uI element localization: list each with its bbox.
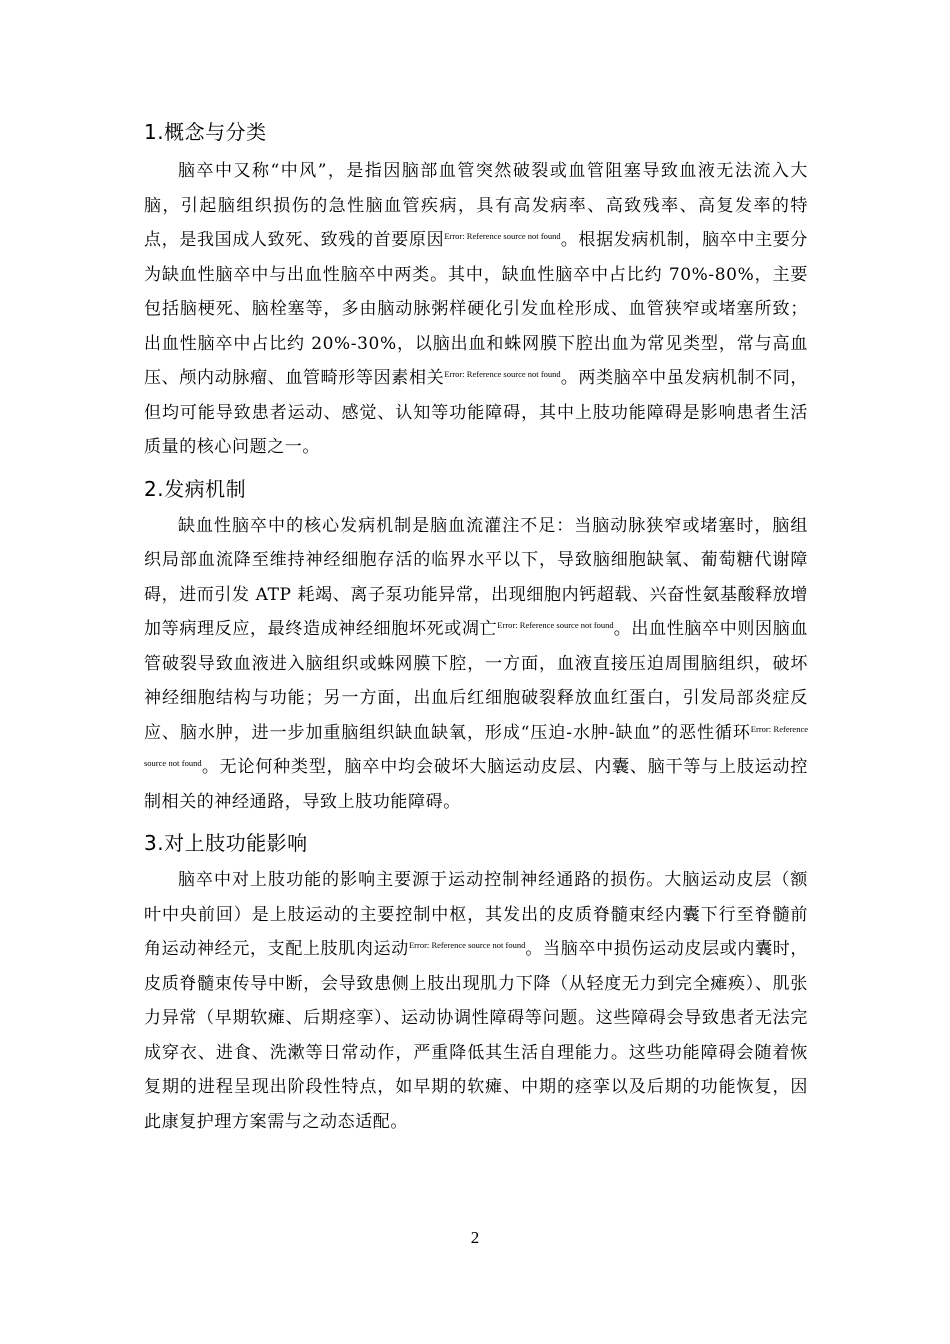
section-paragraph-upper-limb [144, 863, 808, 1139]
reference-error-marker: Error: Reference source not found [144, 723, 809, 768]
paragraph-text: 。出血性脑卒中则因脑血管破裂导致血液进入脑组织或蛛网膜下腔，一方面，血液直接压迫周围脑组织，破坏神经细胞结构与功能；另一方面，出血后红细胞破裂释放血红蛋白，引发局部炎症反应、脑水肿，进一步加重脑组织缺血缺氧，形成“压迫-水肿-缺血”的恶性循环 [144, 619, 808, 743]
reference-error-marker: Error: Reference source not found [497, 620, 614, 630]
reference-error-marker: Error: Reference source not found [444, 231, 561, 241]
paragraph-text: 脑卒中对上肢功能的影响主要源于运动控制神经通路的损伤。大脑运动皮层（额叶中央前回）是上肢运动的主要控制中枢，其发出的皮质脊髓束经内囊下行至脊髓前角运动神经元，支配上肢肌肉运动 [144, 870, 808, 959]
paragraph-text: 。根据发病机制，脑卒中主要分为缺血性脑卒中与出血性脑卒中两类。其中，缺血性脑卒中占比约 70%-80%，主要包括脑梗死、脑栓塞等，多由脑动脉粥样硬化引发血栓形成、血管狭窄或堵塞所致；出血性脑卒中占比约 20%-30%，以脑出血和蛛网膜下腔出血为常见类型，常与高血压、颅内动脉瘤、血管畸形等因素相关 [144, 230, 808, 388]
reference-error-marker: Error: Reference source not found [444, 369, 561, 379]
page-number: 2 [470, 1228, 480, 1247]
section-paragraph-pathogenesis [144, 509, 808, 820]
paragraph-text: 脑卒中又称“中风”，是指因脑部血管突然破裂或血管阻塞导致血液无法流入大脑，引起脑组织损伤的急性脑血管疾病，具有高发病率、高致残率、高复发率的特点，是我国成人致死、致残的首要原因 [144, 161, 808, 250]
section-heading-concept: 1.概念与分类 [144, 120, 267, 144]
section-heading-upper-limb: 3.对上肢功能影响 [144, 831, 308, 855]
section-paragraph-concept [144, 154, 808, 465]
document-page [144, 112, 808, 1139]
paragraph-text: 。当脑卒中损伤运动皮层或内囊时，皮质脊髓束传导中断，会导致患侧上肢出现肌力下降（从轻度无力到完全瘫痪）、肌张力异常（早期软瘫、后期痉挛）、运动协调性障碍等问题。这些障碍会导致患者无法完成穿衣、进食、洗漱等日常动作，严重降低其生活自理能力。这些功能障碍会随着恢复期的进程呈现出阶段性特点，如早期的软瘫、中期的痉挛以及后期的功能恢复，因此康复护理方案需与之动态适配。 [144, 939, 808, 1132]
paragraph-text: 缺血性脑卒中的核心发病机制是脑血流灌注不足：当脑动脉狭窄或堵塞时，脑组织局部血流降至维持神经细胞存活的临界水平以下，导致脑细胞缺氧、葡萄糖代谢障碍，进而引发 ATP 耗竭、离子泵功能异常，出现细胞内钙超载、兴奋性氨基酸释放增加等病理反应，最终造成神经细胞坏死或凋亡 [144, 515, 808, 639]
paragraph-text: 。两类脑卒中虽发病机制不同，但均可能导致患者运动、感觉、认知等功能障碍，其中上肢功能障碍是影响患者生活质量的核心问题之一。 [144, 368, 808, 457]
paragraph-text: 。无论何种类型，脑卒中均会破坏大脑运动皮层、内囊、脑干等与上肢运动控制相关的神经通路，导致上肢功能障碍。 [144, 757, 808, 812]
reference-error-marker: Error: Reference source not found [408, 940, 526, 950]
section-heading-pathogenesis: 2.发病机制 [144, 476, 247, 501]
